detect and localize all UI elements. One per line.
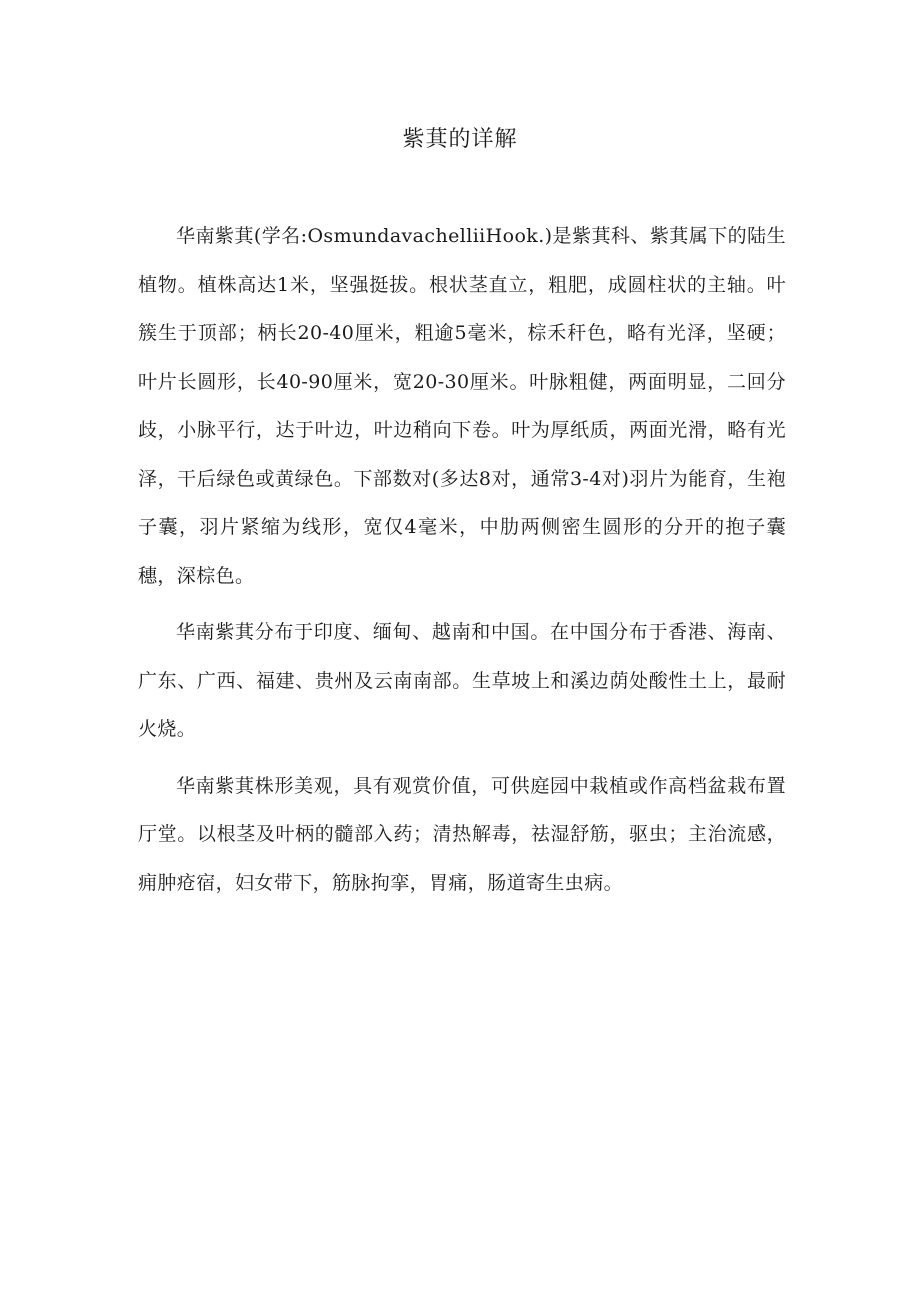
paragraph-distribution: 华南紫萁分布于印度、缅甸、越南和中国。在中国分布于香港、海南、广东、广西、福建、贵州及云南南部。生草坡上和溪边荫处酸性土上，最耐火烧。 [138,621,786,740]
paragraph-uses: 华南紫萁株形美观，具有观赏价值，可供庭园中栽植或作高档盆栽布置厅堂。以根茎及叶柄的髓部入药；清热解毒，祛湿舒筋，驱虫；主治流感，痈肿疮宿，妇女带下，筋脉拘挛，胃痛，肠道寄生虫病。 [138,774,786,894]
paragraph-description: 华南紫萁(学名:OsmundavachelliiHook.)是紫萁科、紫萁属下的陆生植物。植株高达1米，坚强挺拔。根状茎直立，粗肥，成圆柱状的主轴。叶簇生于顶部；柄长20-40厘米，粗逾5毫米，棕禾秆色，略有光泽，坚硬；叶片长圆形，长40-90厘米，宽20-30厘米。叶脉粗健，两面明显，二回分歧，小脉平行，达于叶边，叶边稍向下卷。叶为厚纸质，两面光滑，略有光泽，干后绿色或黄绿色。下部数对(多达8对，通常3-4对)羽片为能育，生袍子囊，羽片紧缩为线形，宽仅4毫米，中肋两侧密生圆形的分开的抱子囊穗，深棕色。 [138,225,786,587]
document-body [138,212,786,915]
document-title: 紫萁的详解 [402,127,518,152]
